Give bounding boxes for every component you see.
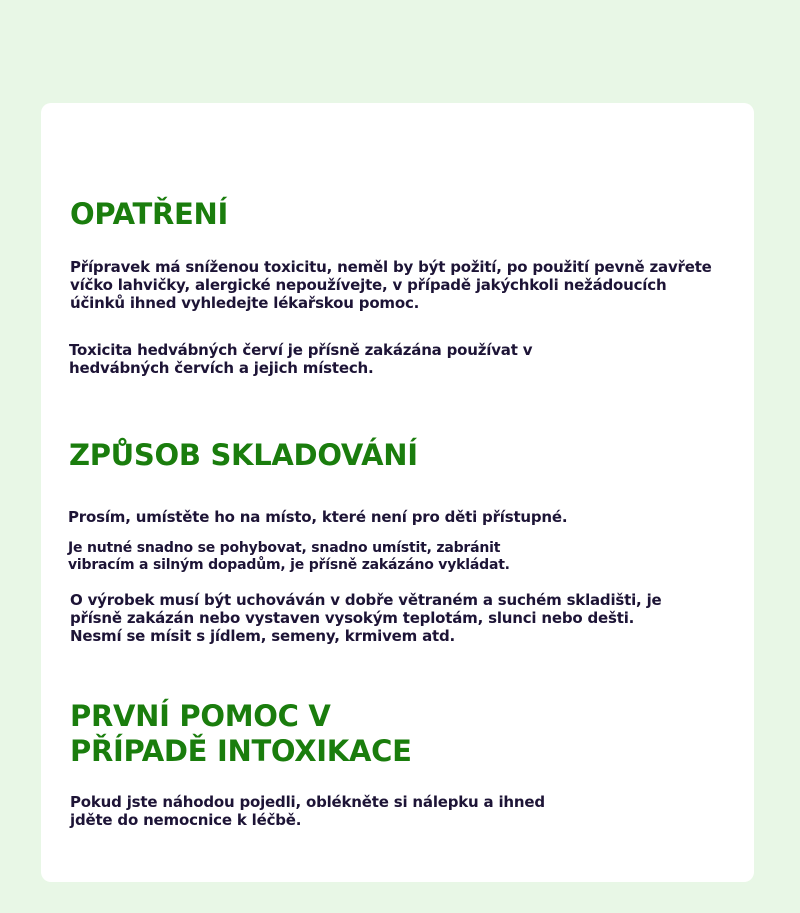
text-line: O výrobek musí být uchováván v dobře větraném a suchém skladišti, je <box>70 591 662 609</box>
precautions-heading <box>70 197 228 232</box>
precautions-paragraph-2 <box>69 341 532 377</box>
text-line: Prosím, umístěte ho na místo, které není pro děti přístupné. <box>68 508 568 526</box>
text-line: Přípravek má sníženou toxicitu, neměl by být požití, po použití pevně zavřete <box>70 258 712 276</box>
text-line: vibracím a silným dopadům, je přísně zakázáno vykládat. <box>68 557 510 573</box>
text-line: Je nutné snadno se pohybovat, snadno umístit, zabránit <box>68 540 501 556</box>
storage-paragraph-2 <box>68 540 510 574</box>
text-line: Toxicita hedvábných červí je přísně zakázána používat v <box>69 341 533 359</box>
first-aid-paragraph <box>70 793 545 829</box>
text-line: víčko lahvičky, alergické nepoužívejte, v případě jakýchkoli nežádoucích <box>70 276 667 294</box>
first-aid-heading <box>70 699 412 769</box>
storage-heading <box>69 438 418 473</box>
precautions-paragraph-1 <box>70 258 712 312</box>
text-line: jděte do nemocnice k léčbě. <box>70 811 302 829</box>
storage-heading-text: ZPŮSOB SKLADOVÁNÍ <box>69 438 418 472</box>
text-line: hedvábných červích a jejich místech. <box>69 359 374 377</box>
heading-line: PRVNÍ POMOC V <box>70 699 331 733</box>
text-line: Pokud jste náhodou pojedli, oblékněte si nálepku a ihned <box>70 793 545 811</box>
storage-paragraph-3 <box>70 591 662 645</box>
precautions-heading-text: OPATŘENÍ <box>70 197 229 231</box>
storage-paragraph-1 <box>68 508 567 526</box>
text-line: přísně zakázán nebo vystaven vysokým teplotám, slunci nebo dešti. <box>70 609 635 627</box>
content-card <box>41 103 754 882</box>
text-line: Nesmí se mísit s jídlem, semeny, krmivem atd. <box>70 627 456 645</box>
heading-line: PŘÍPADĚ INTOXIKACE <box>70 734 412 768</box>
text-line: účinků ihned vyhledejte lékařskou pomoc. <box>70 294 420 312</box>
